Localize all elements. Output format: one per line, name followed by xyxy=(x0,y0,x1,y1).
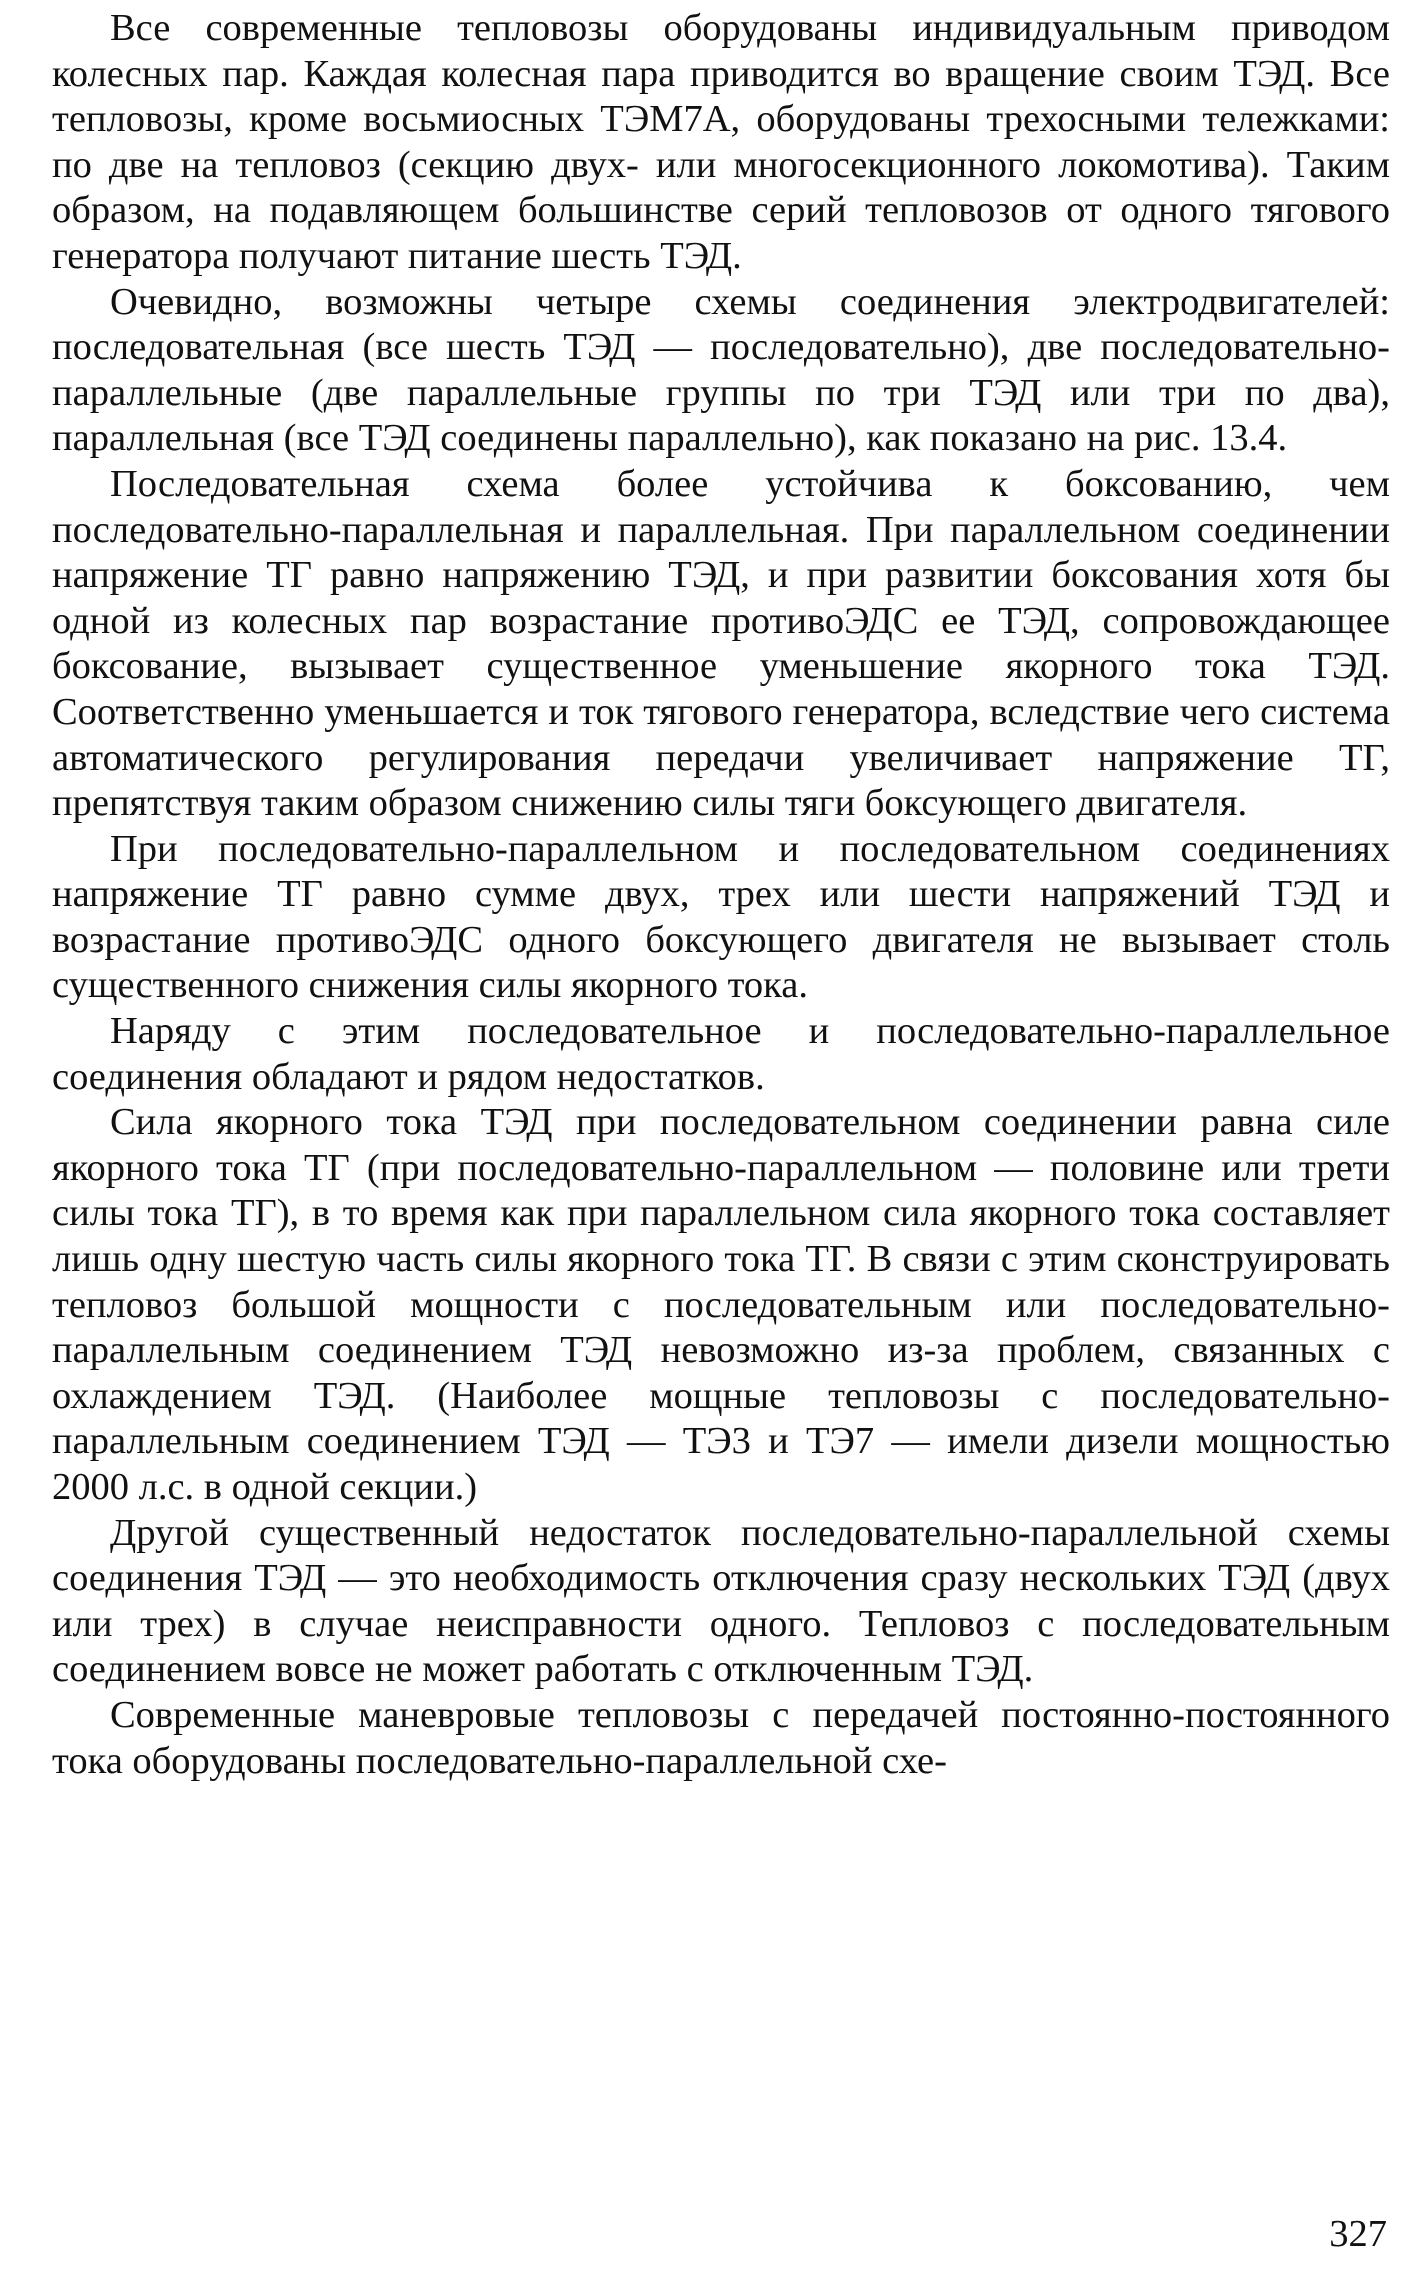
page-number: 327 xyxy=(1329,2213,1387,2255)
paragraph-7: Другой существенный недостаток последовательно-параллельной схемы соединения ТЭД — это необходимость отключения сразу нескольких ТЭД (двух или трех) в случае неисправности одного. Тепловоз с последовательным соединением вовсе не может работать с отключенным ТЭД. xyxy=(52,1511,1390,1691)
paragraph-6: Сила якорного тока ТЭД при последовательном соединении равна силе якорного тока ТГ (при последовательно-параллельном — половине или трети силы тока ТГ), в то время как при параллельном сила якорного тока составляет лишь одну шестую часть силы якорного тока ТГ. В связи с этим сконструировать тепловоз большой мощности с последовательным или последовательно-параллельным соединением ТЭД невозможно из-за проблем, связанных с охлаждением ТЭД. (Наиболее мощные тепловозы с последовательно-параллельным соединением ТЭД — ТЭ3 и ТЭ7 — имели дизели мощностью 2000 л.с. в одной секции.) xyxy=(52,1101,1390,1508)
paragraph-1: Все современные тепловозы оборудованы индивидуальным приводом колесных пар. Каждая колесная пара приводится во вращение своим ТЭД. Все тепловозы, кроме восьмиосных ТЭМ7А, оборудованы трехосными тележками: по две на тепловоз (секцию двух- или многосекционного локомотива). Таким образом, на подавляющем большинстве серий тепловозов от одного тягового генератора получают питание шесть ТЭД. xyxy=(52,7,1390,277)
paragraph-4: При последовательно-параллельном и последовательном соединениях напряжение ТГ равно сумме двух, трех или шести напряжений ТЭД и возрастание противоЭДС одного боксующего двигателя не вызывает столь существенного снижения силы якорного тока. xyxy=(52,827,1390,1007)
paragraph-3: Последовательная схема более устойчива к боксованию, чем последовательно-параллельная и параллельная. При параллельном соединении напряжение ТГ равно напряжению ТЭД, и при развитии боксования хотя бы одной из колесных пар возрастание противоЭДС ее ТЭД, сопровождающее боксование, вызывает существенное уменьшение якорного тока ТЭД. Соответственно уменьшается и ток тягового генератора, вследствие чего система автоматического регулирования передачи увеличивает напряжение ТГ, препятствуя таким образом снижению силы тяги боксующего двигателя. xyxy=(52,462,1390,825)
paragraph-5: Наряду с этим последовательное и последовательно-параллельное соединения обладают и рядом недостатков. xyxy=(52,1010,1390,1098)
paragraph-2: Очевидно, возможны четыре схемы соединения электродвигателей: последовательная (все шесть ТЭД — последовательно), две последовательно-параллельные (две параллельные группы по три ТЭД или три по два), параллельная (все ТЭД соединены параллельно), как показано на рис. 13.4. xyxy=(52,280,1390,460)
paragraph-8: Современные маневровые тепловозы с передачей постоянно-постоянного тока оборудованы последовательно-параллельной схе- xyxy=(52,1693,1390,1782)
page-body xyxy=(52,6,1390,1784)
